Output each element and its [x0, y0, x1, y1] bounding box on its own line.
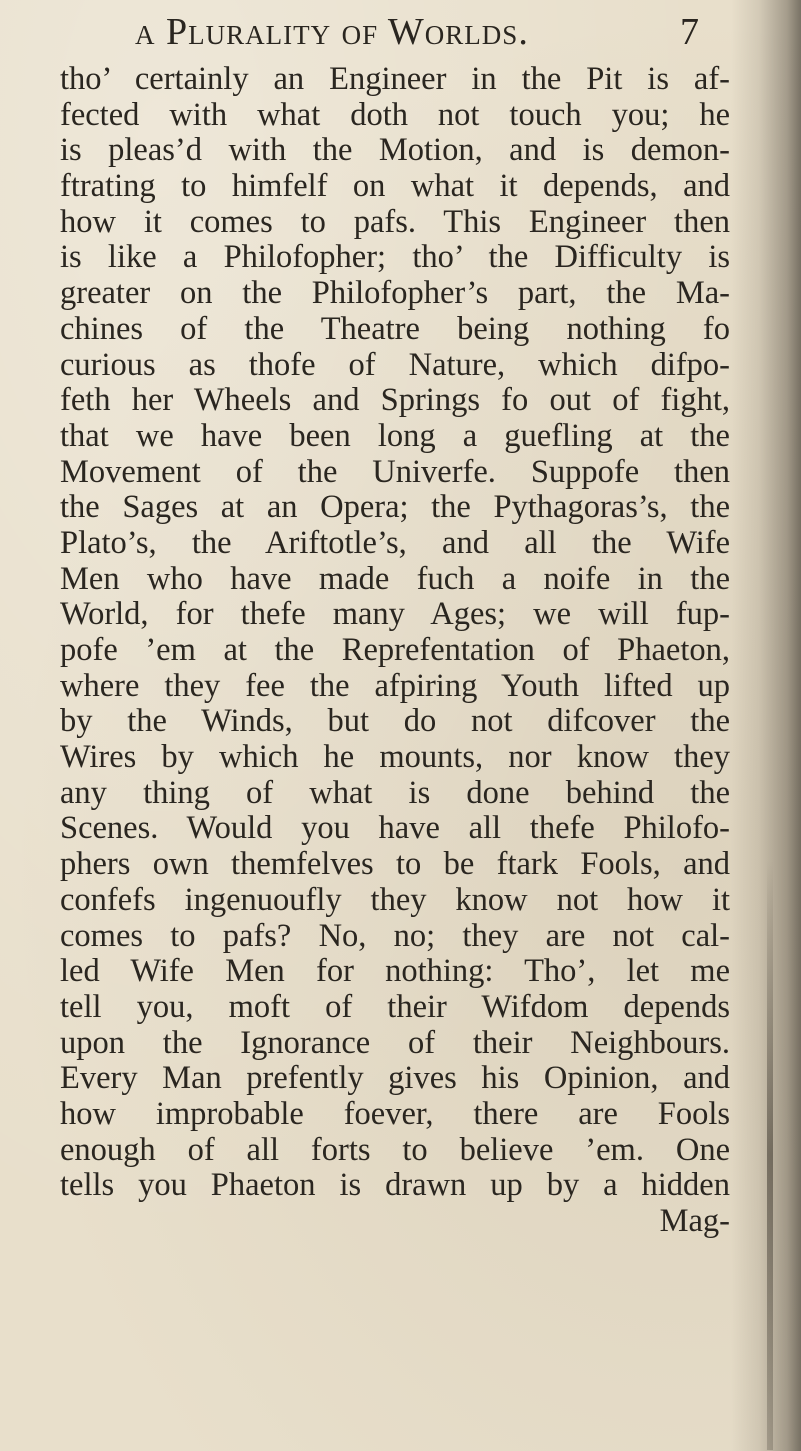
text-line: Plato’s, the Ariftotle’s, and all the Wife — [60, 524, 730, 561]
text-line: fected with what doth not touch you; he — [60, 96, 730, 133]
text-line: ftrating to himfelf on what it depends, and — [60, 168, 730, 205]
text-line: comes to pafs? No, no; they are not cal- — [60, 917, 730, 954]
text-line: is like a Philofopher; tho’ the Difficulty is — [60, 239, 730, 276]
text-line: Scenes. Would you have all thefe Philofo- — [60, 810, 730, 847]
text-line: how it comes to pafs. This Engineer then — [60, 203, 730, 240]
text-line: chines of the Theatre being nothing fo — [60, 310, 730, 347]
running-head: a Plurality of Worlds. — [135, 11, 529, 53]
text-line: upon the Ignorance of their Neighbours. — [60, 1024, 730, 1061]
text-line: Movement of the Univerfe. Suppofe then — [60, 453, 730, 490]
text-line: enough of all forts to believe ’em. One — [60, 1131, 730, 1168]
text-line: by the Winds, but do not difcover the — [60, 703, 730, 740]
page-gutter-shadow — [731, 0, 801, 1451]
text-line: tho’ certainly an Engineer in the Pit is af- — [60, 61, 730, 97]
text-line: is pleas’d with the Motion, and is demon- — [60, 132, 730, 169]
page-number: 7 — [680, 11, 699, 53]
text-line: curious as thofe of Nature, which difpo- — [60, 346, 730, 383]
text-line: Men who have made fuch a noife in the — [60, 560, 730, 597]
text-line: tell you, moft of their Wifdom depends — [60, 988, 730, 1025]
text-line: phers own themfelves to be ftark Fools, and — [60, 846, 730, 883]
text-line: World, for thefe many Ages; we will fup- — [60, 596, 730, 633]
text-line: greater on the Philofopher’s part, the Ma- — [60, 275, 730, 312]
text-line: the Sages at an Opera; the Pythagoras’s, the — [60, 489, 730, 526]
text-line: how improbable foever, there are Fools — [60, 1095, 730, 1132]
text-line: that we have been long a guefling at the — [60, 417, 730, 454]
text-line: Every Man prefently gives his Opinion, and — [60, 1060, 730, 1097]
text-line: led Wife Men for nothing: Tho’, let me — [60, 953, 730, 990]
text-line: confefs ingenuoufly they know not how it — [60, 881, 730, 918]
text-line: pofe ’em at the Reprefentation of Phaeton, — [60, 632, 730, 668]
text-line: feth her Wheels and Springs fo out of fight, — [60, 382, 730, 419]
text-line: where they fee the afpiring Youth lifted up — [60, 667, 730, 704]
catchword: Mag- — [659, 1203, 730, 1239]
text-line: any thing of what is done behind the — [60, 774, 730, 811]
text-line: tells you Phaeton is drawn up by a hidden — [60, 1167, 730, 1204]
page-edge — [767, 860, 773, 1450]
page-header — [75, 10, 715, 60]
body-text — [60, 62, 730, 1240]
text-line: Wires by which he mounts, nor know they — [60, 739, 730, 776]
